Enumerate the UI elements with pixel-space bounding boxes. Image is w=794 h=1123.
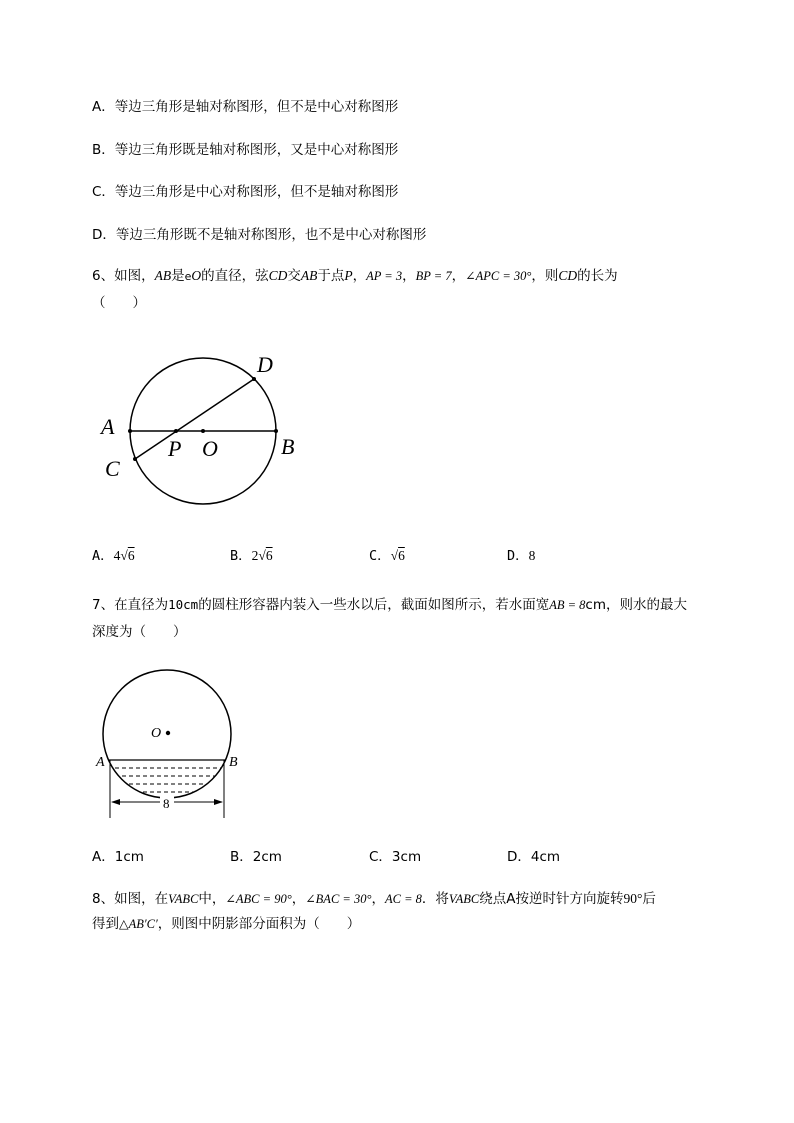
point-a — [128, 429, 132, 433]
dim-label-8: 8 — [163, 796, 170, 811]
water-dashes — [108, 768, 226, 792]
q6-answer-a: A．4√6 — [92, 548, 135, 564]
chord-cd — [135, 379, 254, 459]
label-a: A — [96, 755, 105, 770]
arrow-right-icon — [214, 799, 223, 805]
q7-answer-d: D．4cm — [507, 849, 561, 865]
figure-7-container-diagram — [94, 665, 254, 825]
label-d: D — [257, 352, 273, 377]
question-8-stem-line1: 8、如图，在VABC中，∠ABC = 90°，∠BAC = 30°，AC = 8．将VABC绕点A按逆时针方向旋转90°后 — [92, 891, 656, 907]
point-o — [201, 429, 205, 433]
label-o: O — [202, 436, 218, 461]
sqrt-icon: √ — [258, 548, 266, 563]
label-b: B — [229, 755, 238, 770]
option-b-prev: B．等边三角形既是轴对称图形，又是中心对称图形 — [92, 142, 399, 158]
question-7-stem-line2: 深度为（ ） — [92, 624, 187, 640]
option-c-prev: C．等边三角形是中心对称图形，但不是轴对称图形 — [92, 184, 399, 200]
point-c — [133, 457, 137, 461]
label-p: P — [168, 436, 182, 461]
label-b: B — [281, 434, 295, 459]
q7-answer-a: A．1cm — [92, 849, 144, 865]
question-7-stem-line1: 7、在直径为10cm的圆柱形容器内装入一些水以后，截面如图所示，若水面宽AB = 8cm，则水的最大 — [92, 597, 687, 613]
sqrt-icon: √ — [390, 548, 399, 563]
q6-answer-c: C．√6 — [369, 548, 405, 564]
center-point-o — [166, 731, 170, 735]
figure-6-circle-diagram — [95, 345, 315, 515]
point-d — [252, 377, 256, 381]
option-d-prev: D．等边三角形既不是轴对称图形，也不是中心对称图形 — [92, 227, 427, 243]
point-b — [274, 429, 278, 433]
point-p — [174, 429, 178, 433]
question-6-paren: （ ） — [92, 295, 146, 311]
arrow-left-icon — [111, 799, 120, 805]
question-6-stem: 6、如图，AB是eO的直径，弦CD交AB于点P，AP = 3，BP = 7，∠APC = 30°，则CD的长为 — [92, 268, 618, 284]
option-a-prev: A．等边三角形是轴对称图形，但不是中心对称图形 — [92, 99, 399, 115]
q7-answer-c: C．3cm — [369, 849, 422, 865]
label-o: O — [151, 726, 162, 741]
q6-answer-d: D．8 — [507, 548, 536, 564]
q6-answer-b: B．2√6 — [230, 548, 273, 564]
q7-answer-b: B．2cm — [230, 849, 282, 865]
question-8-stem-line2: 得到△AB′C′，则图中阴影部分面积为（ ） — [92, 916, 361, 932]
sqrt-icon: √ — [120, 548, 128, 563]
label-c: C — [105, 456, 120, 481]
label-a: A — [101, 414, 115, 439]
